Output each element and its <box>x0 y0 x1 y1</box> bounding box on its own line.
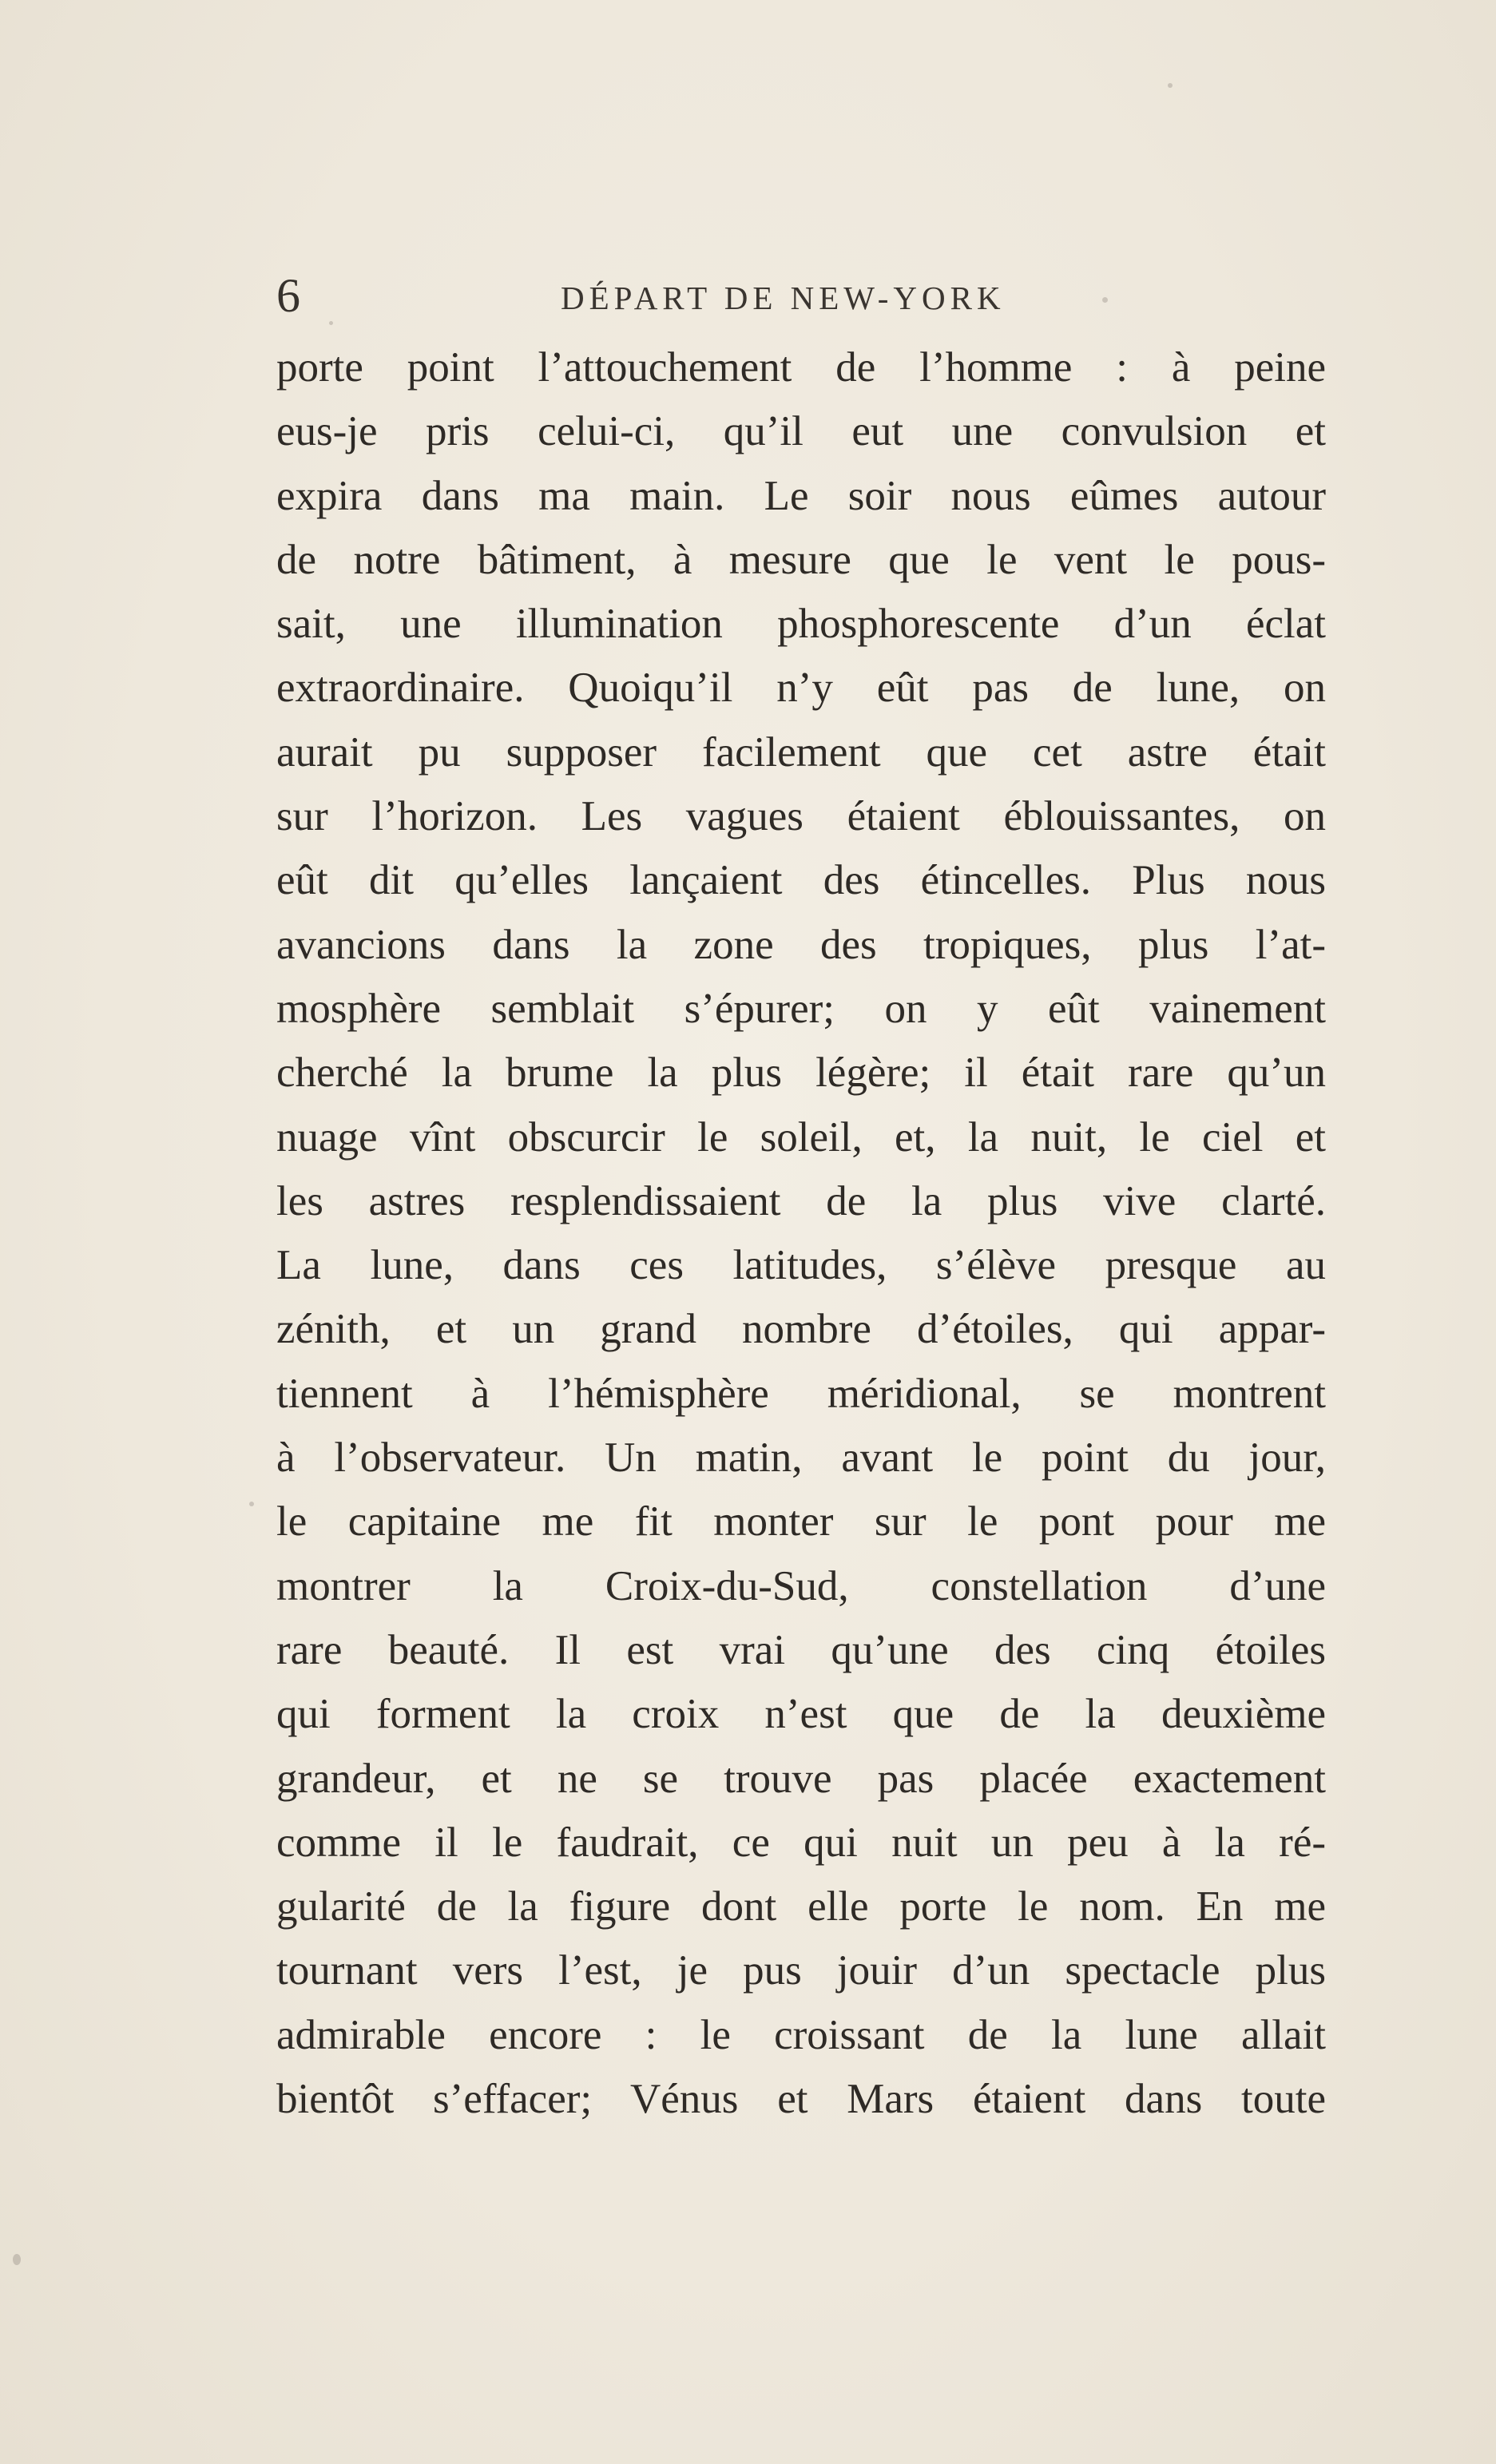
text-line: extraordinaire. Quoiqu’il n’y eût pas de lune, on <box>276 665 1326 712</box>
text-line: sur l’horizon. Les vagues étaient éblouissantes, on <box>276 793 1326 840</box>
text-line: eus-je pris celui-ci, qu’il eut une convulsion et <box>276 408 1326 455</box>
text-line: comme il le faudrait, ce qui nuit un peu à la ré- <box>276 1819 1326 1866</box>
running-head: DÉPART DE NEW-YORK <box>561 280 1006 316</box>
text-line: aurait pu supposer facilement que cet astre était <box>276 728 1326 776</box>
page-header <box>276 264 1315 327</box>
paper-speck <box>1102 297 1108 303</box>
text-line: gularité de la figure dont elle porte le nom. En me <box>276 1883 1326 1930</box>
paper-speck <box>249 1502 254 1506</box>
text-line: tiennent à l’hémisphère méridional, se montrent <box>276 1370 1326 1417</box>
text-line: qui forment la croix n’est que de la deuxième <box>276 1691 1326 1738</box>
paper-speck <box>329 321 333 325</box>
text-line: mosphère semblait s’épurer; on y eût vainement <box>276 985 1326 1032</box>
text-line: le capitaine me fit monter sur le pont pour me <box>276 1498 1326 1545</box>
text-line: expira dans ma main. Le soir nous eûmes autour <box>276 472 1326 519</box>
text-line: avancions dans la zone des tropiques, plus l’at- <box>276 921 1326 968</box>
text-line: La lune, dans ces latitudes, s’élève presque au <box>276 1242 1326 1289</box>
text-line: de notre bâtiment, à mesure que le vent le pous- <box>276 536 1326 583</box>
body-text <box>276 335 1326 2131</box>
text-line: bientôt s’effacer; Vénus et Mars étaient dans toute <box>276 2076 1326 2123</box>
paper-speck <box>13 2254 21 2265</box>
text-line: zénith, et un grand nombre d’étoiles, qui appar- <box>276 1306 1326 1353</box>
text-line: rare beauté. Il est vrai qu’une des cinq étoiles <box>276 1626 1326 1673</box>
text-line: montrer la Croix-du-Sud, constellation d’une <box>276 1562 1326 1609</box>
page-number: 6 <box>276 269 300 322</box>
text-line: admirable encore : le croissant de la lune allait <box>276 2011 1326 2058</box>
text-line: sait, une illumination phosphorescente d’un éclat <box>276 601 1326 648</box>
text-line: les astres resplendissaient de la plus vive clarté. <box>276 1177 1326 1224</box>
text-line: cherché la brume la plus légère; il était rare qu’un <box>276 1049 1326 1097</box>
text-line: porte point l’attouchement de l’homme : à peine <box>276 344 1326 391</box>
text-line: grandeur, et ne se trouve pas placée exactement <box>276 1755 1326 1802</box>
paper-speck <box>1168 83 1173 88</box>
text-line: tournant vers l’est, je pus jouir d’un spectacle plus <box>276 1947 1326 1994</box>
text-line: à l’observateur. Un matin, avant le point du jour, <box>276 1434 1326 1482</box>
text-line: eût dit qu’elles lançaient des étincelles. Plus nous <box>276 857 1326 904</box>
text-line: nuage vînt obscurcir le soleil, et, la nuit, le ciel et <box>276 1113 1326 1161</box>
